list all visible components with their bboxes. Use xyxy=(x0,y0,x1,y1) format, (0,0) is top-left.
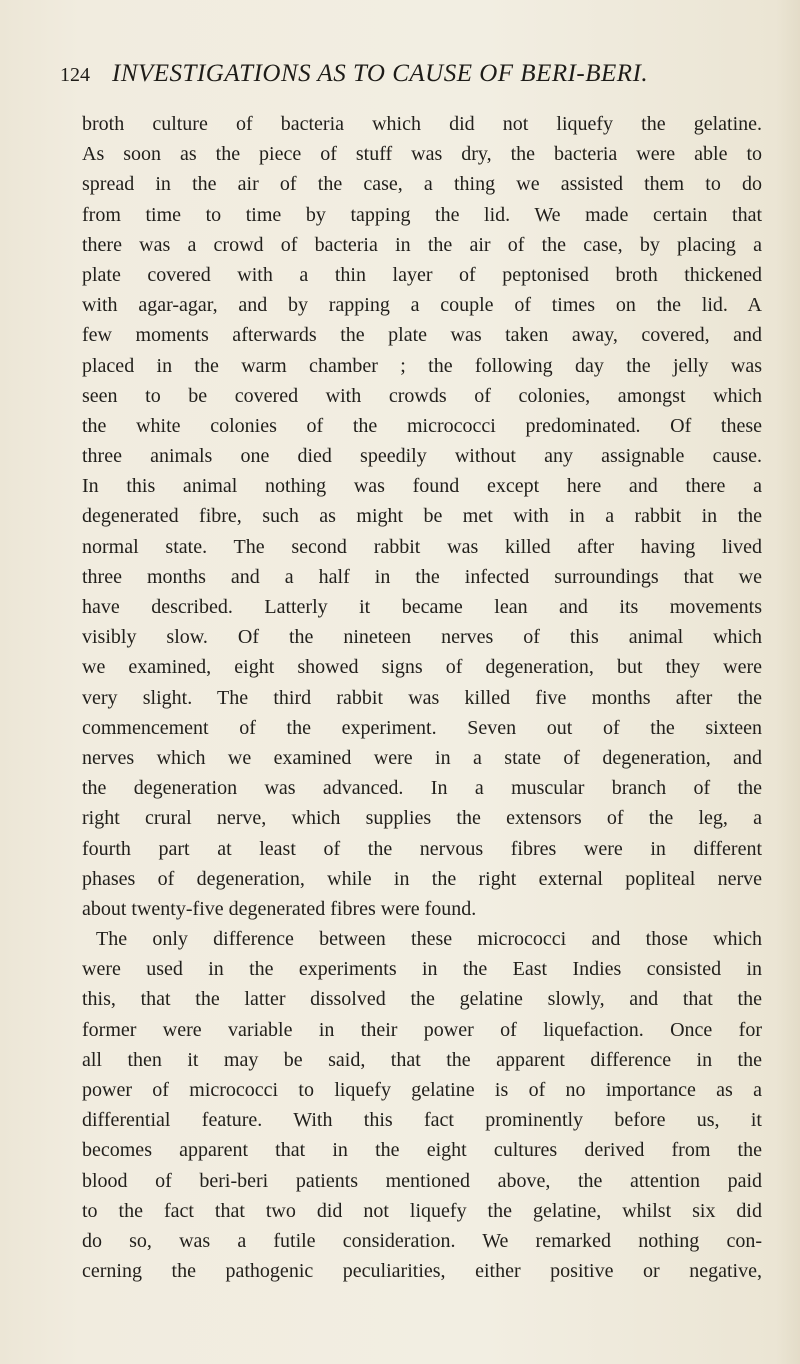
page-header xyxy=(60,58,760,98)
text-line: visibly slow. Of the nineteen nerves of this animal which xyxy=(82,626,762,649)
text-line: few moments afterwards the plate was taken away, covered, and xyxy=(82,324,762,347)
text-line: this, that the latter dissolved the gelatine slowly, and that the xyxy=(82,988,762,1011)
text-line: fourth part at least of the nervous fibres were in different xyxy=(82,837,762,860)
text-line: were used in the experiments in the East Indies consisted in xyxy=(82,958,762,981)
text-line: cerning the pathogenic peculiarities, either positive or negative, xyxy=(82,1260,762,1283)
text-line: about twenty-five degenerated fibres were found. xyxy=(82,897,477,920)
text-line: the white colonies of the micrococci predominated. Of these xyxy=(82,414,762,437)
text-line: three months and a half in the infected surroundings that we xyxy=(82,565,762,588)
body-text xyxy=(82,109,762,1286)
text-line: with agar-agar, and by rapping a couple of times on the lid. A xyxy=(82,294,762,317)
text-line: three animals one died speedily without any assignable cause. xyxy=(82,445,762,468)
text-line: very slight. The third rabbit was killed five months after the xyxy=(82,686,762,709)
text-line: becomes apparent that in the eight cultures derived from the xyxy=(82,1139,762,1162)
text-line: have described. Latterly it became lean and its movements xyxy=(82,596,762,618)
text-line: seen to be covered with crowds of colonies, amongst which xyxy=(82,384,762,407)
text-line: the degeneration was advanced. In a muscular branch of the xyxy=(82,777,762,800)
text-line: differential feature. With this fact prominently before us, it xyxy=(82,1109,762,1132)
text-line: plate covered with a thin layer of peptonised broth thickened xyxy=(82,263,762,286)
text-line: nerves which we examined were in a state of degeneration, and xyxy=(82,746,762,769)
text-line: spread in the air of the case, a thing we assisted them to do xyxy=(82,173,762,196)
text-line: normal state. The second rabbit was killed after having lived xyxy=(82,535,762,558)
page-number: 124 xyxy=(60,64,90,86)
text-line: right crural nerve, which supplies the extensors of the leg, a xyxy=(82,807,762,830)
text-line: In this animal nothing was found except here and there a xyxy=(82,475,762,498)
text-line: The only difference between these micrococci and those which xyxy=(96,928,762,951)
text-line: commencement of the experiment. Seven out of the sixteen xyxy=(82,716,762,739)
text-line: phases of degeneration, while in the right external popliteal nerve xyxy=(82,867,762,890)
running-head: INVESTIGATIONS AS TO CAUSE OF BERI-BERI. xyxy=(112,60,649,87)
text-line: all then it may be said, that the apparent difference in the xyxy=(82,1048,762,1071)
text-line: broth culture of bacteria which did not liquefy the gelatine. xyxy=(82,113,762,135)
text-line: power of micrococci to liquefy gelatine is of no importance as a xyxy=(82,1079,762,1101)
text-line: placed in the warm chamber ; the following day the jelly was xyxy=(82,354,762,377)
text-line: do so, was a futile consideration. We remarked nothing con- xyxy=(82,1229,762,1252)
text-line: to the fact that two did not liquefy the gelatine, whilst six did xyxy=(82,1199,762,1222)
text-line: from time to time by tapping the lid. We made certain that xyxy=(82,203,762,226)
text-line: former were variable in their power of liquefaction. Once for xyxy=(82,1018,762,1041)
text-line: As soon as the piece of stuff was dry, the bacteria were able to xyxy=(82,143,762,166)
text-line: degenerated fibre, such as might be met with in a rabbit in the xyxy=(82,505,762,528)
text-line: we examined, eight showed signs of degeneration, but they were xyxy=(82,656,762,679)
text-line: blood of beri-beri patients mentioned above, the attention paid xyxy=(82,1169,762,1192)
text-line: there was a crowd of bacteria in the air of the case, by placing a xyxy=(82,233,762,256)
